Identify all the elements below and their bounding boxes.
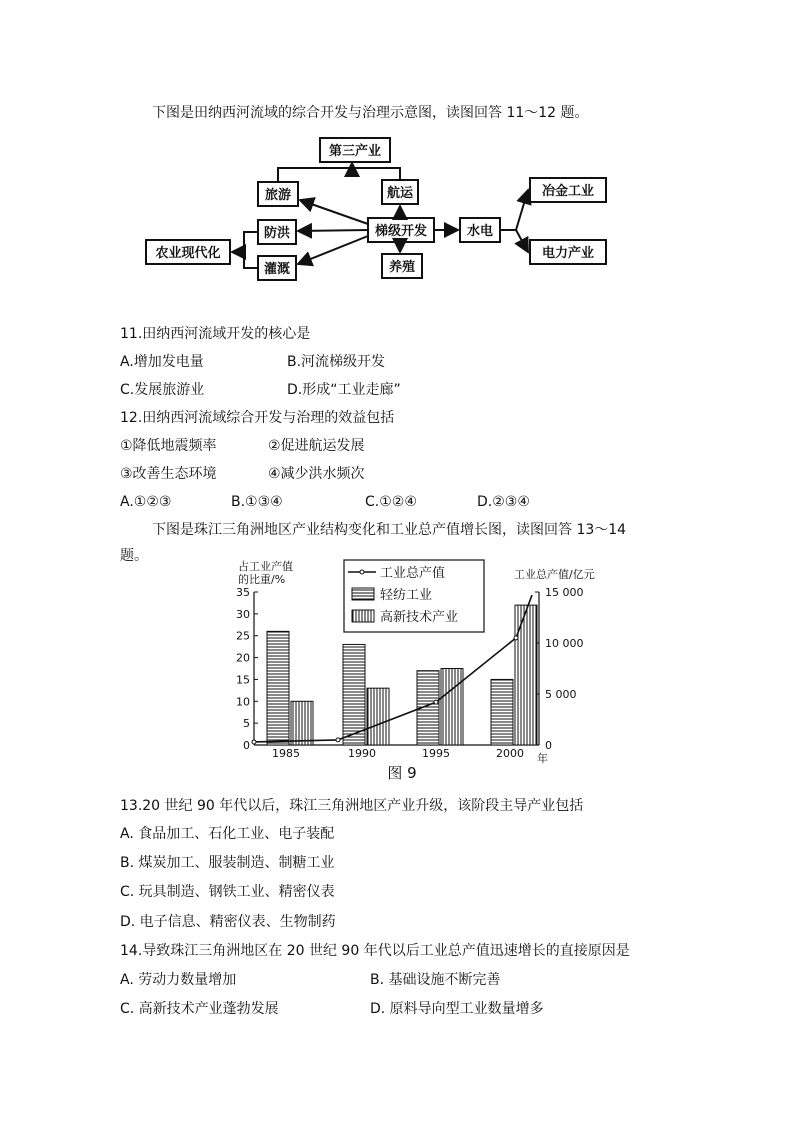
- q12-option-b[interactable]: B.①③④: [231, 494, 283, 510]
- x-axis-unit: 年: [537, 752, 548, 765]
- left-tick-label: 10: [236, 695, 250, 709]
- q12-item-1: ①降低地震频率: [120, 438, 217, 454]
- q12-item-2: ②促进航运发展: [268, 438, 365, 454]
- q11-option-d[interactable]: D.形成“工业走廊”: [287, 382, 401, 398]
- point-total-output: [434, 700, 438, 704]
- pearl-river-chart: [226, 556, 596, 782]
- legend-light-swatch: [352, 588, 374, 600]
- q12-option-d[interactable]: D.②③④: [477, 494, 530, 510]
- left-tick-label: 15: [236, 673, 250, 687]
- q14-stem: 14.导致珠江三角洲地区在 20 世纪 90 年代以后工业总产值迅速增长的直接原因是: [120, 943, 630, 959]
- legend-item-hitech: 高新技术产业: [380, 610, 459, 625]
- q14-option-b[interactable]: B. 基础设施不断完善: [370, 972, 501, 988]
- left-tick-label: 0: [243, 739, 250, 752]
- left-tick-label: 30: [236, 607, 250, 621]
- node-tertiary: 第三产业: [328, 144, 382, 159]
- right-tick-label: 10 000: [545, 637, 584, 650]
- left-axis-label-2: 的比重/%: [238, 573, 286, 586]
- left-tick-label: 25: [236, 629, 250, 643]
- right-axis-label: 工业总产值/亿元: [514, 568, 595, 581]
- q14-option-a[interactable]: A. 劳动力数量增加: [120, 972, 237, 988]
- bar-light-1985: [267, 631, 289, 745]
- q13-option-b[interactable]: B. 煤炭加工、服装制造、制糖工业: [120, 855, 335, 871]
- right-tick-label: 15 000: [545, 586, 584, 599]
- bar-hitech-1995: [441, 669, 463, 746]
- point-total-output: [252, 740, 256, 744]
- bar-hitech-2000: [515, 605, 537, 745]
- node-shipping: 航运: [386, 186, 414, 201]
- node-power: 电力产业: [541, 246, 595, 261]
- q11-12-intro: 下图是田纳西河流域的综合开发与治理示意图，读图回答 11～12 题。: [152, 105, 589, 121]
- node-hydro: 水电: [466, 224, 494, 239]
- q13-option-a[interactable]: A. 食品加工、石化工业、电子装配: [120, 826, 335, 842]
- q13-option-c[interactable]: C. 玩具制造、钢铁工业、精密仪表: [120, 884, 335, 900]
- right-tick-label: 5 000: [545, 688, 577, 701]
- legend-line-marker: [360, 570, 364, 574]
- q13-14-intro-line2: 题。: [120, 548, 148, 564]
- x-tick-label-1985: 1985: [272, 747, 300, 760]
- point-total-output: [514, 636, 518, 640]
- bar-light-2000: [491, 679, 513, 745]
- q11-option-a[interactable]: A.增加发电量: [120, 354, 204, 370]
- left-tick-label: 20: [236, 651, 250, 665]
- q13-option-d[interactable]: D. 电子信息、精密仪表、生物制药: [120, 914, 336, 930]
- node-flood: 防洪: [263, 226, 291, 241]
- q14-option-c[interactable]: C. 高新技术产业蓬勃发展: [120, 1001, 279, 1017]
- point-total-output: [336, 738, 340, 742]
- chart-title: 图 9: [387, 764, 417, 782]
- x-tick-label-2000: 2000: [496, 747, 524, 760]
- node-center: 梯级开发: [374, 224, 428, 239]
- legend-hitech-swatch: [352, 610, 374, 622]
- q11-option-c[interactable]: C.发展旅游业: [120, 382, 205, 398]
- node-aquaculture: 养殖: [388, 260, 416, 275]
- right-tick-label: 0: [545, 739, 552, 752]
- q12-item-4: ④减少洪水频次: [268, 466, 365, 482]
- q13-14-intro-line1: 下图是珠江三角洲地区产业结构变化和工业总产值增长图，读图回答 13～14: [152, 522, 627, 538]
- tennessee-flow-diagram: [140, 134, 630, 284]
- q12-option-c[interactable]: C.①②④: [365, 494, 417, 510]
- legend-item-light: 轻纺工业: [380, 588, 433, 603]
- bar-hitech-1985: [291, 701, 313, 745]
- q11-stem: 11.田纳西河流域开发的核心是: [120, 326, 311, 342]
- bar-hitech-1990: [367, 688, 389, 745]
- q12-stem: 12.田纳西河流域综合开发与治理的效益包括: [120, 410, 395, 426]
- x-tick-label-1995: 1995: [422, 747, 450, 760]
- node-agri: 农业现代化: [155, 246, 221, 261]
- q13-stem: 13.20 世纪 90 年代以后，珠江三角洲地区产业升级，该阶段主导产业包括: [120, 798, 584, 814]
- q11-option-b[interactable]: B.河流梯级开发: [287, 354, 386, 370]
- node-metallurgy: 冶金工业: [541, 184, 595, 199]
- node-irrigation: 灌溉: [263, 262, 291, 277]
- legend-item-total: 工业总产值: [380, 566, 446, 581]
- left-tick-label: 5: [243, 717, 250, 731]
- q14-option-d[interactable]: D. 原料导向型工业数量增多: [370, 1001, 544, 1017]
- x-tick-label-1990: 1990: [348, 747, 376, 760]
- left-tick-label: 35: [236, 586, 250, 599]
- q12-option-a[interactable]: A.①②③: [120, 494, 172, 510]
- left-axis-label-1: 占工业产值: [238, 560, 293, 573]
- q12-item-3: ③改善生态环境: [120, 466, 217, 482]
- node-tourism: 旅游: [264, 188, 292, 203]
